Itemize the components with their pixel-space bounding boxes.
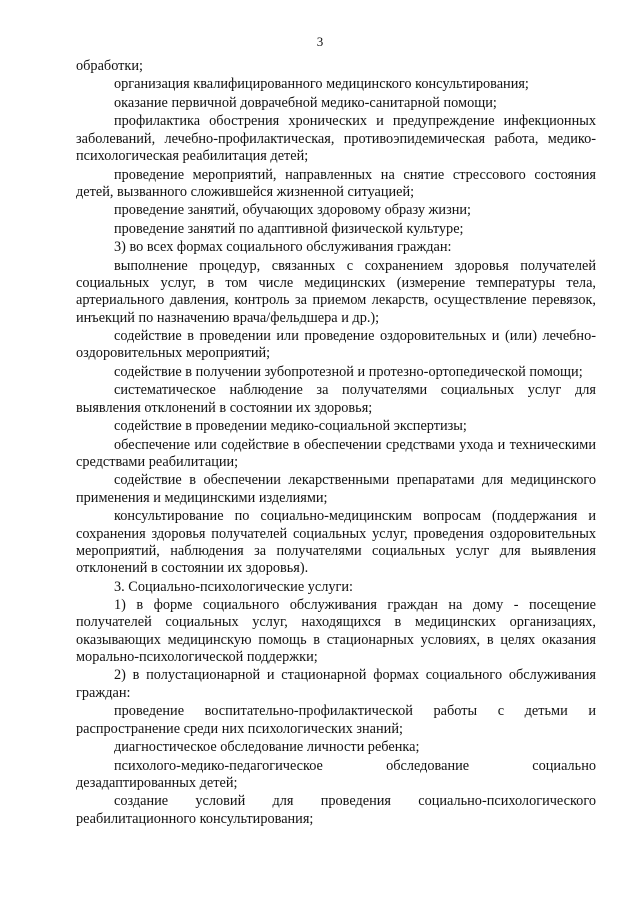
list-item: обеспечение или содействие в обеспечении средствами ухода и техническими средствами реабилитации; — [76, 436, 596, 470]
page-number: 3 — [316, 34, 324, 49]
list-item: выполнение процедур, связанных с сохранением здоровья получателей социальных услуг, в том числе медицинских (измерение температуры тела, артериального давления, контроль за приемом лекарств, осуществление перевязок, инъекций по назначению врача/фельдшера и др.); — [76, 257, 596, 326]
list-item: проведение занятий по адаптивной физической культуре; — [114, 220, 464, 237]
list-item: проведение занятий, обучающих здоровому образу жизни; — [114, 202, 472, 219]
list-item: проведение воспитательно-профилактической работы с детьми и распространение среди них психологических знаний; — [76, 703, 596, 737]
list-item: психолого-медико-педагогическое обследование социально дезадаптированных детей; — [76, 757, 596, 791]
document-body — [76, 58, 596, 829]
list-item: содействие в получении зубопротезной и протезно-ортопедической помощи; — [114, 363, 583, 380]
list-item: содействие в проведении или проведение оздоровительных и (или) лечебно-оздоровительных мероприятий; — [76, 328, 596, 362]
subsection-heading: 3) во всех формах социального обслуживания граждан: — [114, 239, 452, 256]
list-item: систематическое наблюдение за получателями социальных услуг для выявления отклонений в состоянии их здоровья; — [76, 382, 596, 416]
list-item: организация квалифицированного медицинского консультирования; — [114, 76, 529, 93]
list-item: профилактика обострения хронических и предупреждение инфекционных заболеваний, лечебно-профилактическая, противоэпидемическая работа, медико-психологическая реабилитация детей; — [76, 113, 596, 165]
subsection-heading: 2) в полустационарной и стационарной формах социального обслуживания граждан: — [76, 667, 596, 701]
list-item: содействие в проведении медико-социальной экспертизы; — [114, 418, 467, 435]
list-item: создание условий для проведения социально-психологического реабилитационного консультирования; — [76, 793, 596, 827]
section-heading: 3. Социально-психологические услуги: — [114, 578, 353, 595]
list-item: проведение мероприятий, направленных на снятие стрессового состояния детей, вызванного сложившейся жизненной ситуацией; — [76, 166, 596, 200]
list-item: 1) в форме социального обслуживания граждан на дому - посещение получателей социальных услуг, находящихся в медицинских организациях, оказывающих медицинскую помощь в стационарных условиях, в целях оказания морально-психологической поддержки; — [76, 597, 596, 665]
paragraph: обработки; — [76, 58, 143, 74]
list-item: оказание первичной доврачебной медико-санитарной помощи; — [114, 94, 497, 111]
list-item: содействие в обеспечении лекарственными препаратами для медицинского применения и медицинскими изделиями; — [76, 472, 596, 506]
list-item: диагностическое обследование личности ребенка; — [114, 739, 420, 756]
list-item: консультирование по социально-медицинским вопросам (поддержания и сохранения здоровья получателей социальных услуг, проведения оздоровительных мероприятий, наблюдения за получателями социальных услуг для выявления отклонений в состоянии их здоровья). — [76, 508, 596, 577]
